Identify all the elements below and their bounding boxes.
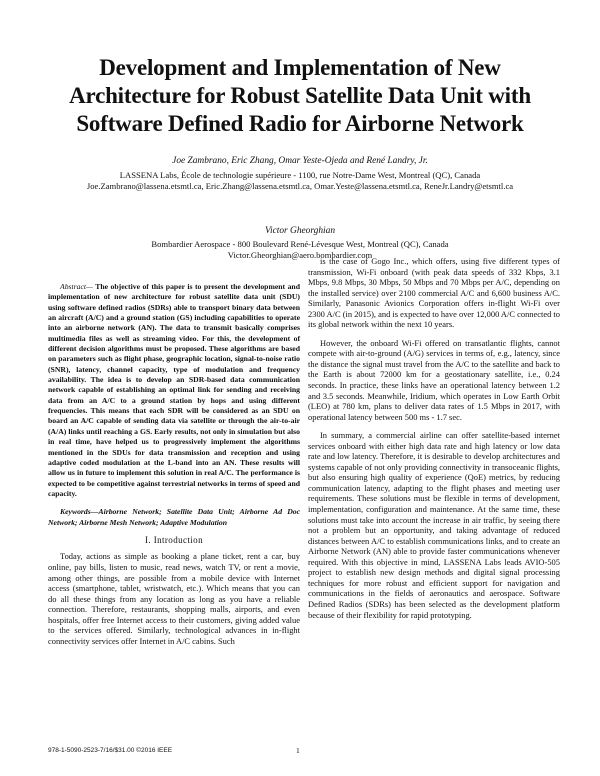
- section-heading-introduction: I. Introduction: [145, 534, 203, 545]
- keywords: Keywords—Airborne Network; Satellite Data Unit; Airborne Ad Doc Network; Airborne Mesh Network; Adaptive Modulation: [48, 507, 300, 527]
- affiliation-2: Bombardier Aerospace - 800 Boulevard René-Lévesque West, Montreal (QC), Canada: [151, 238, 449, 249]
- left-column: [48, 282, 300, 646]
- emails-1: Joe.Zambrano@lassena.etsmtl.ca, Eric.Zhang@lassena.etsmtl.ca, Omar.Yeste@lassena.etsmtl.ca, ReneJr.Landry@etsmtl.ca: [86, 181, 514, 191]
- intro-paragraph-3: However, the onboard Wi-Fi offered on transatlantic flights, cannot compete with air-to-ground (A/G) services in terms of, e.g., latency, since the distance the signal must travel from the A/C to the satellite and back to the Earth is about 72000 km for a geostationary satellite, i.e., 0.24 seconds. In practice, these links have an operational latency between 1.2 and 3.5 seconds. Meanwhile, Iridium, which operates in Low Earth Orbit (LEO) at 780 km, plans to deliver data rates of 1.5 Mbps in 2017, with operational latency between 500 ms - 1.7 sec.: [308, 337, 560, 422]
- abstract: [48, 282, 300, 499]
- affiliation-1: LASSENA Labs, École de technologie supérieure - 1100, rue Notre-Dame West, Montreal (QC), Canada: [119, 169, 481, 180]
- author-names-2: Victor Gheorghian: [264, 226, 336, 236]
- intro-paragraph-4: In summary, a commercial airline can offer satellite-based internet services onboard with either high data rate and high latency or low data rate and low latency. Therefore, it is desirable to develop architectures and systems capable of not only providing connectivity in transoceanic flights, but also ensuring high quality of experience (QoE) metrics, by reducing communication latency, adapting to the flight phases and meeting user requirements. These solutions must be flexible in terms of development, implementation, configuration and maintenance. At the same time, these solutions must take into account the increase in air traffic, by seeing there not a problem but an opportunity, and taking advantage of reduced distances between A/C to establish communications links, and to create an Airborne Network (AN) able to provide faster communications whenever required. With this objective in mind, LASSENA Labs leads AVIO-505 project to establish new design methods and digital signal processing techniques for more robust and efficient support for navigation and communications in the fields of aeronautics and aerospace. Software Defined Radios (SDRs) has been selected as the development platform because of their flexibility for rapid prototyping.: [308, 430, 560, 620]
- title-line-3: Software Defined Radio for Airborne Network: [76, 111, 524, 136]
- author-names-1: Joe Zambrano, Eric Zhang, Omar Yeste-Ojeda and René Landry, Jr.: [172, 156, 428, 166]
- paper-title: [40, 54, 560, 138]
- right-column: [308, 256, 560, 620]
- title-line-2: Architecture for Robust Satellite Data Unit with: [69, 83, 531, 108]
- intro-paragraph-2: is the case of Gogo Inc., which offers, using five different types of transmission, Wi-Fi onboard (with peak data speeds of 332 Kbps, 3.1 Mbps, 9.8 Mbps, 30 Mbps, 50 Mbps and 70 Mbps per A/C, depending on the installed service) over 2100 commercial A/C and 6,600 business A/C. Similarly, Panasonic Avionics Corporation offers in-flight Wi-Fi over 2300 A/C (in 2015), and is expected to have over 12,000 A/C connected to its global network within the next 10 years.: [308, 256, 560, 330]
- page-number: 1: [296, 746, 300, 755]
- title-line-1: Development and Implementation of New: [99, 55, 501, 80]
- abstract-body: The objective of this paper is to present the development and implementation of new architecture for robust satellite data unit (SDU) using software defined radios (SDRs) able to transport binary data between an aircraft (A/C) and a ground station (GS) including capabilities to operate into an airborne network (AN). The data to transmit basically comprises multimedia files as well as streaming video. For this, the development of different decision algorithms must be proposed. These algorithms are based on parameters such as flight phase, geographic location, signal-to-noise ratio (SNR), latency, channel capacity, type of modulation and frequency availability. The idea is to develop an SDR-based data communication network capable of establishing an optimal link for sending and receiving data from an A/C to a ground station by hops and using different frequencies. This means that each SDR will be considered as an SDU on board an A/C capable of sending data via satellite or through the air-to-air (A/A) links until reaching a GS. Early results, not only in simulation but also in real time, have helped us to progressively implement the algorithms mentioned in the SDUs for data transmission and reception and using adaptive coded modulation at the L-band into an AN. These results will allow us in future to implement this solution in real A/C. The performance is expected to be competitive against terrestrial networks in terms of speed and capacity.: [48, 282, 300, 498]
- email-2: Victor.Gheorghian@aero.bombardier.com: [227, 250, 373, 260]
- intro-paragraph-1: Today, actions as simple as booking a plane ticket, rent a car, buy online, pay bills, listen to music, read news, watch TV, or rent a movie, among other things, are possible from a mobile device with Internet access (smartphone, tablet, wristwatch, etc.). Which means that you can do all these things from any location as long as you have a reliable connection. Therefore, restaurants, shopping malls, airports, and even hospitals, offer free Internet access to their customers, giving added value to the services offered. Similarly, technological advances in in-flight connectivity services offer Internet in A/C cabins. Such: [48, 551, 300, 646]
- copyright-footer: 978-1-5090-2523-7/16/$31.00 ©2016 IEEE: [48, 747, 173, 754]
- abstract-lead: Abstract—: [60, 282, 93, 291]
- author-block-1: [20, 156, 580, 193]
